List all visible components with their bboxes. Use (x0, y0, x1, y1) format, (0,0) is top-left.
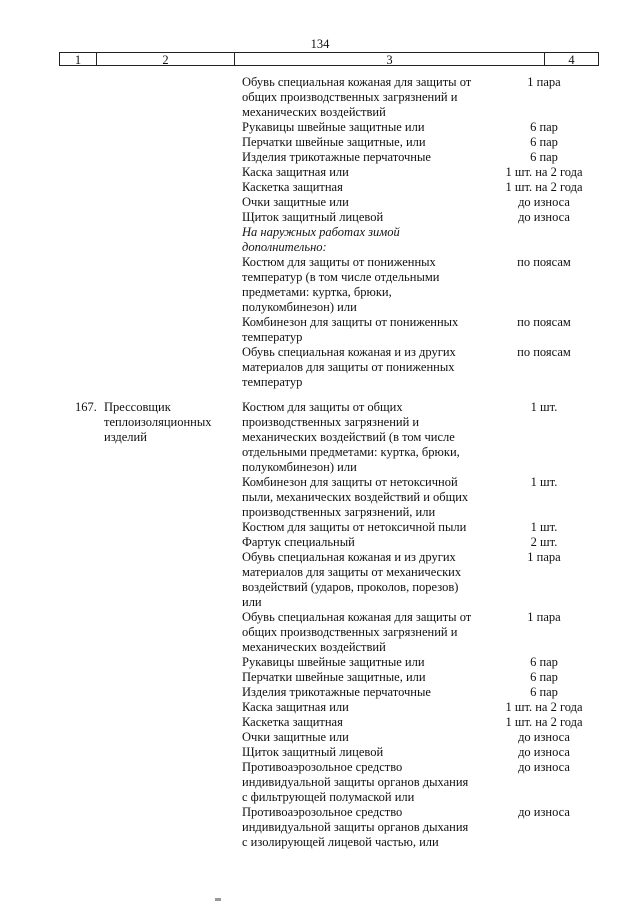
quantity-text: до износа (518, 195, 570, 209)
quantity-text: 6 пар (530, 120, 558, 134)
item-text: Изделия трикотажные перчаточные (242, 150, 431, 164)
item-text: Перчатки швейные защитные, или (242, 670, 426, 684)
item-text: Обувь специальная кожаная для защиты от общих производственных загрязнений и механических воздействий (242, 75, 472, 119)
item-text: Рукавицы швейные защитные или (242, 655, 425, 669)
page-number: 134 (310, 37, 330, 51)
item-text: Фартук специальный (242, 535, 355, 549)
item-text: Комбинезон для защиты от пониженных температур (242, 315, 459, 344)
quantity-text: до износа (518, 805, 570, 819)
quantity-text: 6 пар (530, 655, 558, 669)
quantity-text: по поясам (517, 345, 571, 359)
item-text: На наружных работах зимой дополнительно: (242, 225, 400, 254)
quantity-text: 1 шт. на 2 года (505, 180, 583, 194)
quantity-text: по поясам (517, 315, 571, 329)
table-header-row (59, 52, 599, 66)
quantity-text: 1 пара (527, 550, 561, 564)
entry-number: 167. (75, 400, 97, 414)
item-text: Очки защитные или (242, 730, 349, 744)
header-col-1: 1 (60, 53, 97, 65)
item-text: Рукавицы швейные защитные или (242, 120, 425, 134)
quantity-text: до износа (518, 745, 570, 759)
item-text: Противоаэрозольное средство индивидуальной защиты органов дыхания с фильтрующей полумаской или (242, 760, 469, 804)
scan-mark (215, 898, 221, 901)
item-text: Обувь специальная кожаная и из других материалов для защиты от механических воздействий (ударов, проколов, порезов) или (242, 550, 462, 609)
quantity-text: 6 пар (530, 685, 558, 699)
item-text: Каскетка защитная (242, 180, 343, 194)
header-col-3: 3 (235, 53, 545, 65)
quantity-text: 1 шт. (530, 400, 558, 414)
profession-name: Прессовщик теплоизоляционных изделий (104, 400, 212, 444)
item-text: Очки защитные или (242, 195, 349, 209)
item-text: Каскетка защитная (242, 715, 343, 729)
item-text: Обувь специальная кожаная для защиты от общих производственных загрязнений и механических воздействий (242, 610, 472, 654)
quantity-text: 6 пар (530, 135, 558, 149)
item-text: Щиток защитный лицевой (242, 210, 384, 224)
quantity-text: по поясам (517, 255, 571, 269)
quantity-text: 2 шт. (530, 535, 558, 549)
quantity-text: до износа (518, 210, 570, 224)
quantity-text: до износа (518, 730, 570, 744)
item-text: Костюм для защиты от пониженных температур (в том числе отдельными предметами: куртка, брюки, полукомбинезон) или (242, 255, 440, 314)
item-text: Костюм для защиты от общих производственных загрязнений и механических воздействий (в том числе отдельными предметами: куртка, брюки, полукомбинезон) или (242, 400, 460, 474)
item-text: Обувь специальная кожаная и из других материалов для защиты от пониженных температур (242, 345, 456, 389)
item-text: Перчатки швейные защитные, или (242, 135, 426, 149)
quantity-text: до износа (518, 760, 570, 774)
quantity-text: 1 шт. (530, 475, 558, 489)
quantity-text: 1 шт. на 2 года (505, 700, 583, 714)
item-text: Изделия трикотажные перчаточные (242, 685, 431, 699)
quantity-text: 6 пар (530, 150, 558, 164)
quantity-text: 1 шт. на 2 года (505, 715, 583, 729)
quantity-text: 1 шт. на 2 года (505, 165, 583, 179)
quantity-text: 6 пар (530, 670, 558, 684)
header-col-4: 4 (568, 53, 575, 67)
item-text: Противоаэрозольное средство индивидуальной защиты органов дыхания с изолирующей лицевой частью, или (242, 805, 469, 849)
quantity-text: 1 шт. (530, 520, 558, 534)
quantity-text: 1 пара (527, 75, 561, 89)
item-text: Каска защитная или (242, 165, 349, 179)
item-text: Комбинезон для защиты от нетоксичной пыли, механических воздействий и общих производственных загрязнений, или (242, 475, 469, 519)
item-text: Каска защитная или (242, 700, 349, 714)
item-text: Костюм для защиты от нетоксичной пыли (242, 520, 467, 534)
header-col-2: 2 (97, 53, 235, 65)
quantity-text: 1 пара (527, 610, 561, 624)
item-text: Щиток защитный лицевой (242, 745, 384, 759)
